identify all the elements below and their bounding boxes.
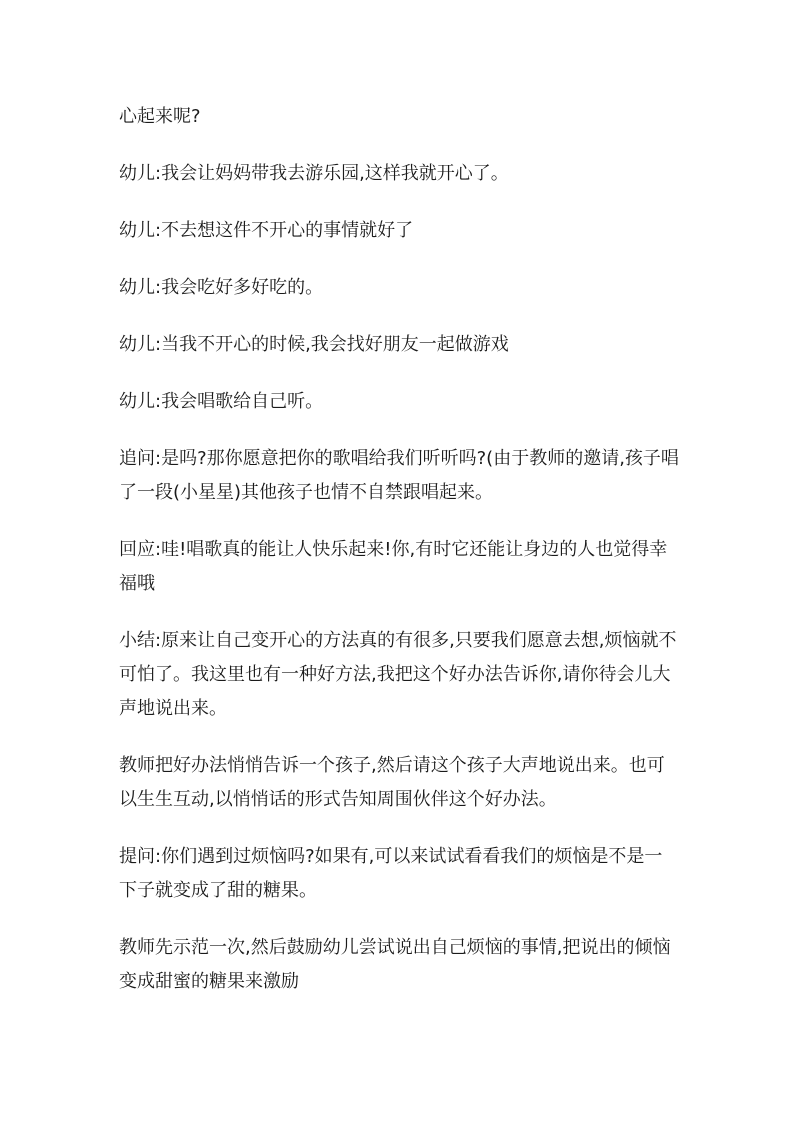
paragraph-child-answer-2: 幼儿:不去想这件不开心的事情就好了 <box>119 220 414 241</box>
paragraph-child-answer-5: 幼儿:我会唱歌给自己听。 <box>119 391 324 412</box>
paragraph-child-answer-3: 幼儿:我会吃好多好吃的。 <box>119 277 324 298</box>
document-body <box>119 100 679 1022</box>
paragraph-follow-up-question: 追问:是吗?那你愿意把你的歌唱给我们听听吗?(由于教师的邀请,孩子唱了一段(小星星)其他孩子也情不自禁跟唱起来。 <box>119 448 679 503</box>
paragraph-teacher-demo: 教师先示范一次,然后鼓励幼儿尝试说出自己烦恼的事情,把说出的倾恼变成甜蜜的糖果来激励 <box>119 937 671 992</box>
paragraph-continuation: 心起来呢? <box>119 106 201 127</box>
paragraph-child-answer-1: 幼儿:我会让妈妈带我去游乐园,这样我就开心了。 <box>119 163 509 184</box>
paragraph-child-answer-4: 幼儿:当我不开心的时候,我会找好朋友一起做游戏 <box>119 334 509 355</box>
paragraph-question: 提问:你们遇到过烦恼吗?如果有,可以来试试看看我们的烦恼是不是一下子就变成了甜的糖果。 <box>119 846 663 901</box>
paragraph-teacher-activity: 教师把好办法悄悄告诉一个孩子,然后请这个孩子大声地说出来。也可以生生互动,以悄悄话的形式告知周围伙伴这个好办法。 <box>119 755 665 810</box>
paragraph-summary: 小结:原来让自己变开心的方法真的有很多,只要我们愿意去想,烦恼就不可怕了。我这里也有一种好方法,我把这个好办法告诉你,请你待会儿大声地说出来。 <box>119 630 677 719</box>
paragraph-teacher-response: 回应:哇!唱歌真的能让人快乐起来!你,有时它还能让身边的人也觉得幸福哦 <box>119 539 668 594</box>
